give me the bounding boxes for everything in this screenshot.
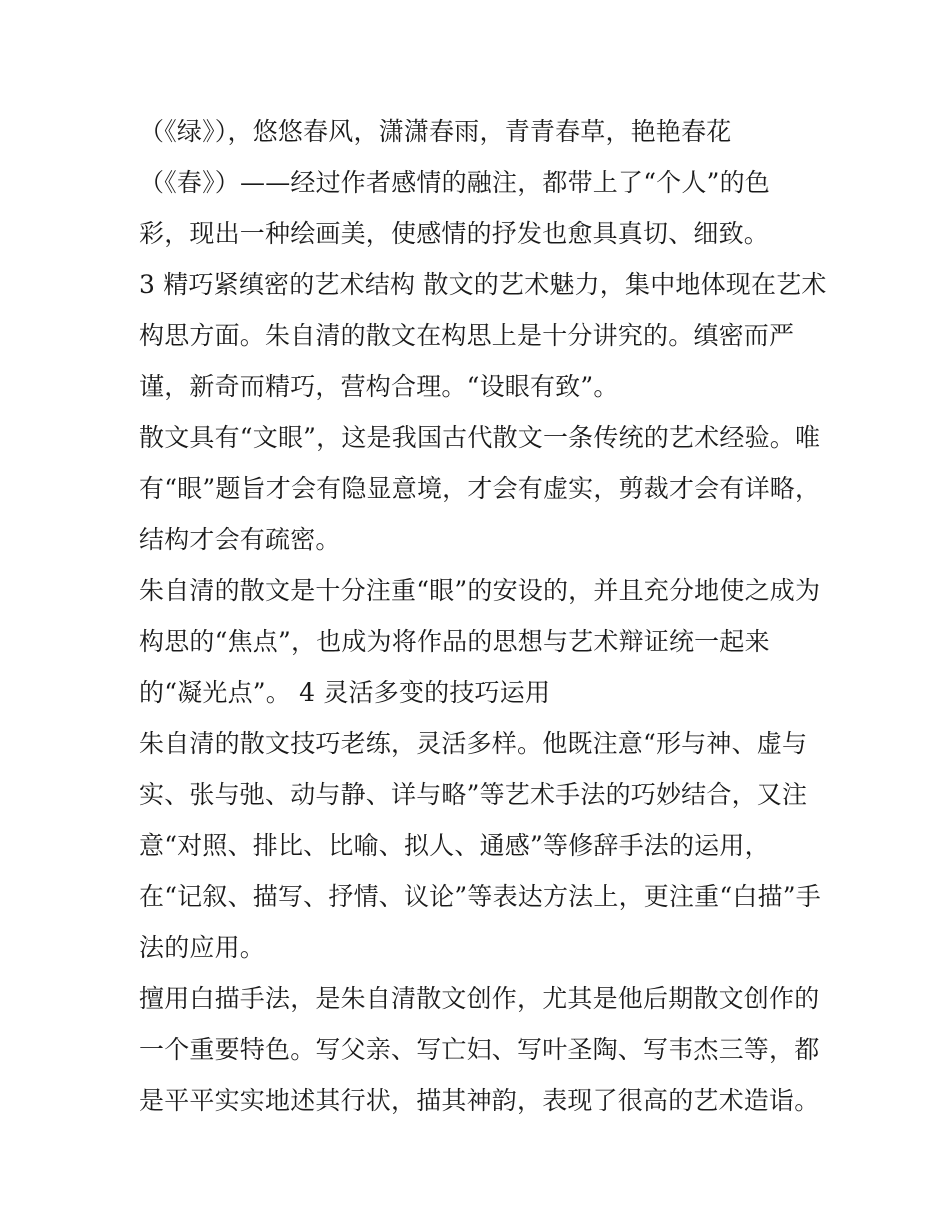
text-line: 在“记叙、描写、抒情、议论”等表达方法上，更注重“白描”手: [139, 882, 821, 911]
text-line: 谨，新奇而精巧，营构合理。“设眼有致”。: [139, 372, 619, 401]
text-line: 3 精巧紧缜密的艺术结构 散文的艺术魅力，集中地体现在艺术: [139, 270, 827, 299]
text-line: 构思方面。朱自清的散文在构思上是十分讲究的。缜密而严: [139, 321, 795, 350]
text-line: 实、张与弛、动与静、详与略”等艺术手法的巧妙结合，又注: [139, 780, 808, 809]
text-line: 结构才会有疏密。: [139, 525, 341, 554]
text-line: 朱自清的散文是十分注重“眼”的安设的，并且充分地使之成为: [139, 576, 821, 605]
text-line: 是平平实实地述其行状，描其神韵，表现了很高的艺术造诣。: [139, 1086, 820, 1115]
text-line: 擅用白描手法，是朱自清散文创作，尤其是他后期散文创作的: [139, 984, 820, 1013]
body-text: [139, 106, 829, 1126]
text-line: （《绿》），悠悠春风，潇潇春雨，青青春草，艳艳春花: [139, 117, 732, 146]
text-line: 朱自清的散文技巧老练，灵活多样。他既注意“形与神、虚与: [139, 729, 808, 758]
text-line: 构思的“焦点”，也成为将作品的思想与艺术辩证统一起来: [139, 627, 770, 656]
text-line: 有“眼”题旨才会有隐显意境，才会有虚实，剪裁才会有详略，: [139, 474, 821, 503]
text-line: （《春》）——经过作者感情的融注，都带上了“个人”的色: [139, 168, 770, 197]
text-line: 的“凝光点”。 4 灵活多变的技巧运用: [139, 678, 551, 707]
text-line: 意“对照、排比、比喻、拟人、通感”等修辞手法的运用，: [139, 831, 770, 860]
text-line: 散文具有“文眼”，这是我国古代散文一条传统的艺术经验。唯: [139, 423, 821, 452]
text-line: 法的应用。: [139, 933, 266, 962]
text-line: 彩，现出一种绘画美，使感情的抒发也愈具真切、细致。: [139, 219, 770, 248]
text-line: 一个重要特色。写父亲、写亡妇、写叶圣陶、写韦杰三等，都: [139, 1035, 820, 1064]
